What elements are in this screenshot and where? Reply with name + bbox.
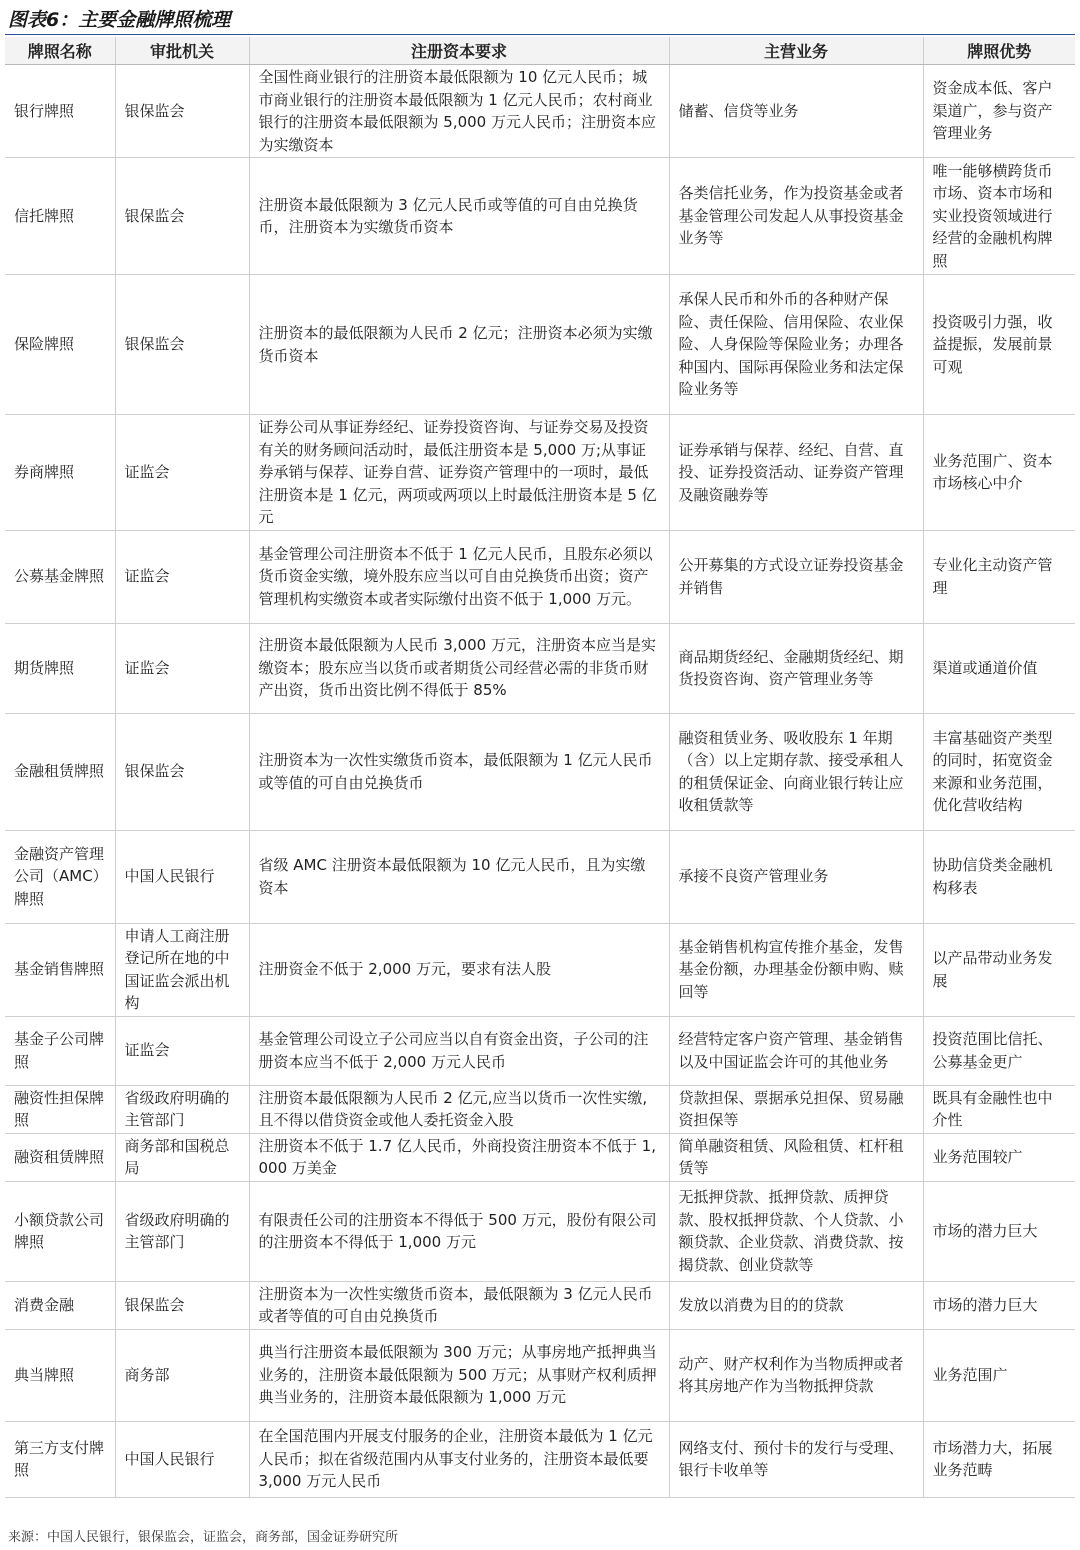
authority-cell: 银保监会 [115,713,249,830]
advantage-cell: 业务范围广、资本市场核心中介 [923,415,1075,531]
capital-requirement-cell: 注册资本不低于 1.7 亿人民币，外商投资注册资本不低于 1,000 万美金 [249,1133,669,1181]
authority-cell: 商务部 [115,1329,249,1421]
table-row [5,1181,1075,1281]
license-table [5,37,1075,1498]
advantage-cell: 协助信贷类金融机构移表 [923,830,1075,923]
capital-requirement-cell: 省级 AMC 注册资本最低限额为 10 亿元人民币，且为实缴资本 [249,830,669,923]
advantage-cell: 既具有金融性也中介性 [923,1085,1075,1133]
table-row [5,1421,1075,1497]
authority-cell: 中国人民银行 [115,830,249,923]
advantage-cell: 以产品带动业务发展 [923,923,1075,1016]
authority-cell: 省级政府明确的主管部门 [115,1181,249,1281]
authority-cell: 银保监会 [115,275,249,415]
source-note: 来源：中国人民银行，银保监会，证监会，商务部，国金证券研究所 [8,1530,399,1545]
license-name-cell: 券商牌照 [5,415,115,531]
license-name-cell: 第三方支付牌照 [5,1421,115,1497]
main-business-cell: 贷款担保、票据承兑担保、贸易融资担保等 [669,1085,923,1133]
license-name-cell: 融资租赁牌照 [5,1133,115,1181]
capital-requirement-cell: 证券公司从事证券经纪、证券投资咨询、与证券交易及投资有关的财务顾问活动时，最低注册资本是 5,000 万;从事证券承销与保荐、证券自营、证券资产管理中的一项时，最低注册资本是 1 亿元，两项或两项以上时最低注册资本是 5 亿元 [249,415,669,531]
main-business-cell: 融资租赁业务、吸收股东 1 年期（含）以上定期存款、接受承租人的租赁保证金、向商业银行转让应收租赁款等 [669,713,923,830]
capital-requirement-cell: 注册资本最低限额为人民币 2 亿元,应当以货币一次性实缴,且不得以借贷资金或他人委托资金入股 [249,1085,669,1133]
table-row [5,275,1075,415]
main-business-cell: 动产、财产权利作为当物质押或者将其房地产作为当物抵押贷款 [669,1329,923,1421]
main-business-cell: 商品期货经纪、金融期货经纪、期货投资咨询、资产管理业务等 [669,623,923,713]
table-row [5,158,1075,275]
table-row [5,830,1075,923]
table-row [5,1016,1075,1085]
table-header-row [5,37,1075,65]
capital-requirement-cell: 全国性商业银行的注册资本最低限额为 10 亿元人民币；城市商业银行的注册资本最低限额为 1 亿元人民币；农村商业银行的注册资本最低限额为 5,000 万元人民币；注册资本应为实缴资本 [249,65,669,158]
authority-cell: 证监会 [115,415,249,531]
capital-requirement-cell: 有限责任公司的注册资本不得低于 500 万元，股份有限公司的注册资本不得低于 1,000 万元 [249,1181,669,1281]
advantage-cell: 业务范围较广 [923,1133,1075,1181]
license-name-cell: 基金销售牌照 [5,923,115,1016]
advantage-cell: 专业化主动资产管理 [923,530,1075,623]
advantage-cell: 市场的潜力巨大 [923,1181,1075,1281]
advantage-cell: 投资吸引力强，收益提振，发展前景可观 [923,275,1075,415]
authority-cell: 中国人民银行 [115,1421,249,1497]
advantage-cell: 投资范围比信托、公募基金更广 [923,1016,1075,1085]
table-row [5,1085,1075,1133]
main-business-cell: 证券承销与保荐、经纪、自营、直投、证券投资活动、证券资产管理及融资融券等 [669,415,923,531]
col-header-capital: 注册资本要求 [249,37,669,65]
license-name-cell: 金融资产管理公司（AMC）牌照 [5,830,115,923]
advantage-cell: 丰富基础资产类型的同时，拓宽资金来源和业务范围，优化营收结构 [923,713,1075,830]
col-header-name: 牌照名称 [5,37,115,65]
license-name-cell: 保险牌照 [5,275,115,415]
main-business-cell: 承保人民币和外币的各种财产保险、责任保险、信用保险、农业保险、人身保险等保险业务；办理各种国内、国际再保险业务和法定保险业务等 [669,275,923,415]
authority-cell: 银保监会 [115,1281,249,1329]
license-name-cell: 信托牌照 [5,158,115,275]
license-name-cell: 基金子公司牌照 [5,1016,115,1085]
col-header-business: 主营业务 [669,37,923,65]
table-row [5,1329,1075,1421]
license-name-cell: 小额贷款公司牌照 [5,1181,115,1281]
capital-requirement-cell: 典当行注册资本最低限额为 300 万元；从事房地产抵押典当业务的，注册资本最低限额为 500 万元；从事财产权利质押典当业务的，注册资本最低限额为 1,000 万元 [249,1329,669,1421]
license-name-cell: 消费金融 [5,1281,115,1329]
authority-cell: 银保监会 [115,158,249,275]
main-business-cell: 发放以消费为目的的贷款 [669,1281,923,1329]
license-name-cell: 公募基金牌照 [5,530,115,623]
table-row [5,1281,1075,1329]
capital-requirement-cell: 基金管理公司设立子公司应当以自有资金出资，子公司的注册资本应当不低于 2,000 万元人民币 [249,1016,669,1085]
capital-requirement-cell: 注册资本为一次性实缴货币资本，最低限额为 3 亿元人民币或者等值的可自由兑换货币 [249,1281,669,1329]
license-name-cell: 典当牌照 [5,1329,115,1421]
table-row [5,713,1075,830]
main-business-cell: 简单融资租赁、风险租赁、杠杆租赁等 [669,1133,923,1181]
advantage-cell: 唯一能够横跨货币市场、资本市场和实业投资领域进行经营的金融机构牌照 [923,158,1075,275]
table-row [5,1133,1075,1181]
authority-cell: 证监会 [115,623,249,713]
table-row [5,530,1075,623]
table-row [5,415,1075,531]
table-row [5,923,1075,1016]
main-business-cell: 基金销售机构宣传推介基金，发售基金份额，办理基金份额申购、赎回等 [669,923,923,1016]
authority-cell: 省级政府明确的主管部门 [115,1085,249,1133]
capital-requirement-cell: 注册资本的最低限额为人民币 2 亿元；注册资本必须为实缴货币资本 [249,275,669,415]
license-name-cell: 融资性担保牌照 [5,1085,115,1133]
title-rule [5,34,1075,35]
authority-cell: 申请人工商注册登记所在地的中国证监会派出机构 [115,923,249,1016]
main-business-cell: 网络支付、预付卡的发行与受理、银行卡收单等 [669,1421,923,1497]
main-business-cell: 经营特定客户资产管理、基金销售以及中国证监会许可的其他业务 [669,1016,923,1085]
authority-cell: 证监会 [115,1016,249,1085]
table-row [5,623,1075,713]
advantage-cell: 资金成本低、客户渠道广，参与资产管理业务 [923,65,1075,158]
main-business-cell: 公开募集的方式设立证券投资基金并销售 [669,530,923,623]
advantage-cell: 市场的潜力巨大 [923,1281,1075,1329]
authority-cell: 银保监会 [115,65,249,158]
capital-requirement-cell: 在全国范围内开展支付服务的企业，注册资本最低为 1 亿元人民币；拟在省级范围内从事支付业务的，注册资本最低要 3,000 万元人民币 [249,1421,669,1497]
main-business-cell: 承接不良资产管理业务 [669,830,923,923]
col-header-authority: 审批机关 [115,37,249,65]
table-row [5,65,1075,158]
main-business-cell: 储蓄、信贷等业务 [669,65,923,158]
capital-requirement-cell: 注册资本为一次性实缴货币资本，最低限额为 1 亿元人民币或等值的可自由兑换货币 [249,713,669,830]
main-business-cell: 各类信托业务，作为投资基金或者基金管理公司发起人从事投资基金业务等 [669,158,923,275]
license-name-cell: 期货牌照 [5,623,115,713]
advantage-cell: 业务范围广 [923,1329,1075,1421]
figure-title: 图表6：主要金融牌照梳理 [8,9,231,31]
authority-cell: 证监会 [115,530,249,623]
main-business-cell: 无抵押贷款、抵押贷款、质押贷款、股权抵押贷款、个人贷款、小额贷款、企业贷款、消费贷款、按揭贷款、创业贷款等 [669,1181,923,1281]
col-header-advantage: 牌照优势 [923,37,1075,65]
advantage-cell: 市场潜力大，拓展业务范畴 [923,1421,1075,1497]
license-name-cell: 银行牌照 [5,65,115,158]
authority-cell: 商务部和国税总局 [115,1133,249,1181]
advantage-cell: 渠道或通道价值 [923,623,1075,713]
capital-requirement-cell: 基金管理公司注册资本不低于 1 亿元人民币，且股东必须以货币资金实缴，境外股东应当以可自由兑换货币出资；资产管理机构实缴资本或者实际缴付出资不低于 1,000 万元。 [249,530,669,623]
license-name-cell: 金融租赁牌照 [5,713,115,830]
capital-requirement-cell: 注册资金不低于 2,000 万元，要求有法人股 [249,923,669,1016]
capital-requirement-cell: 注册资本最低限额为人民币 3,000 万元，注册资本应当是实缴资本；股东应当以货币或者期货公司经营必需的非货币财产出资，货币出资比例不得低于 85% [249,623,669,713]
capital-requirement-cell: 注册资本最低限额为 3 亿元人民币或等值的可自由兑换货币，注册资本为实缴货币资本 [249,158,669,275]
